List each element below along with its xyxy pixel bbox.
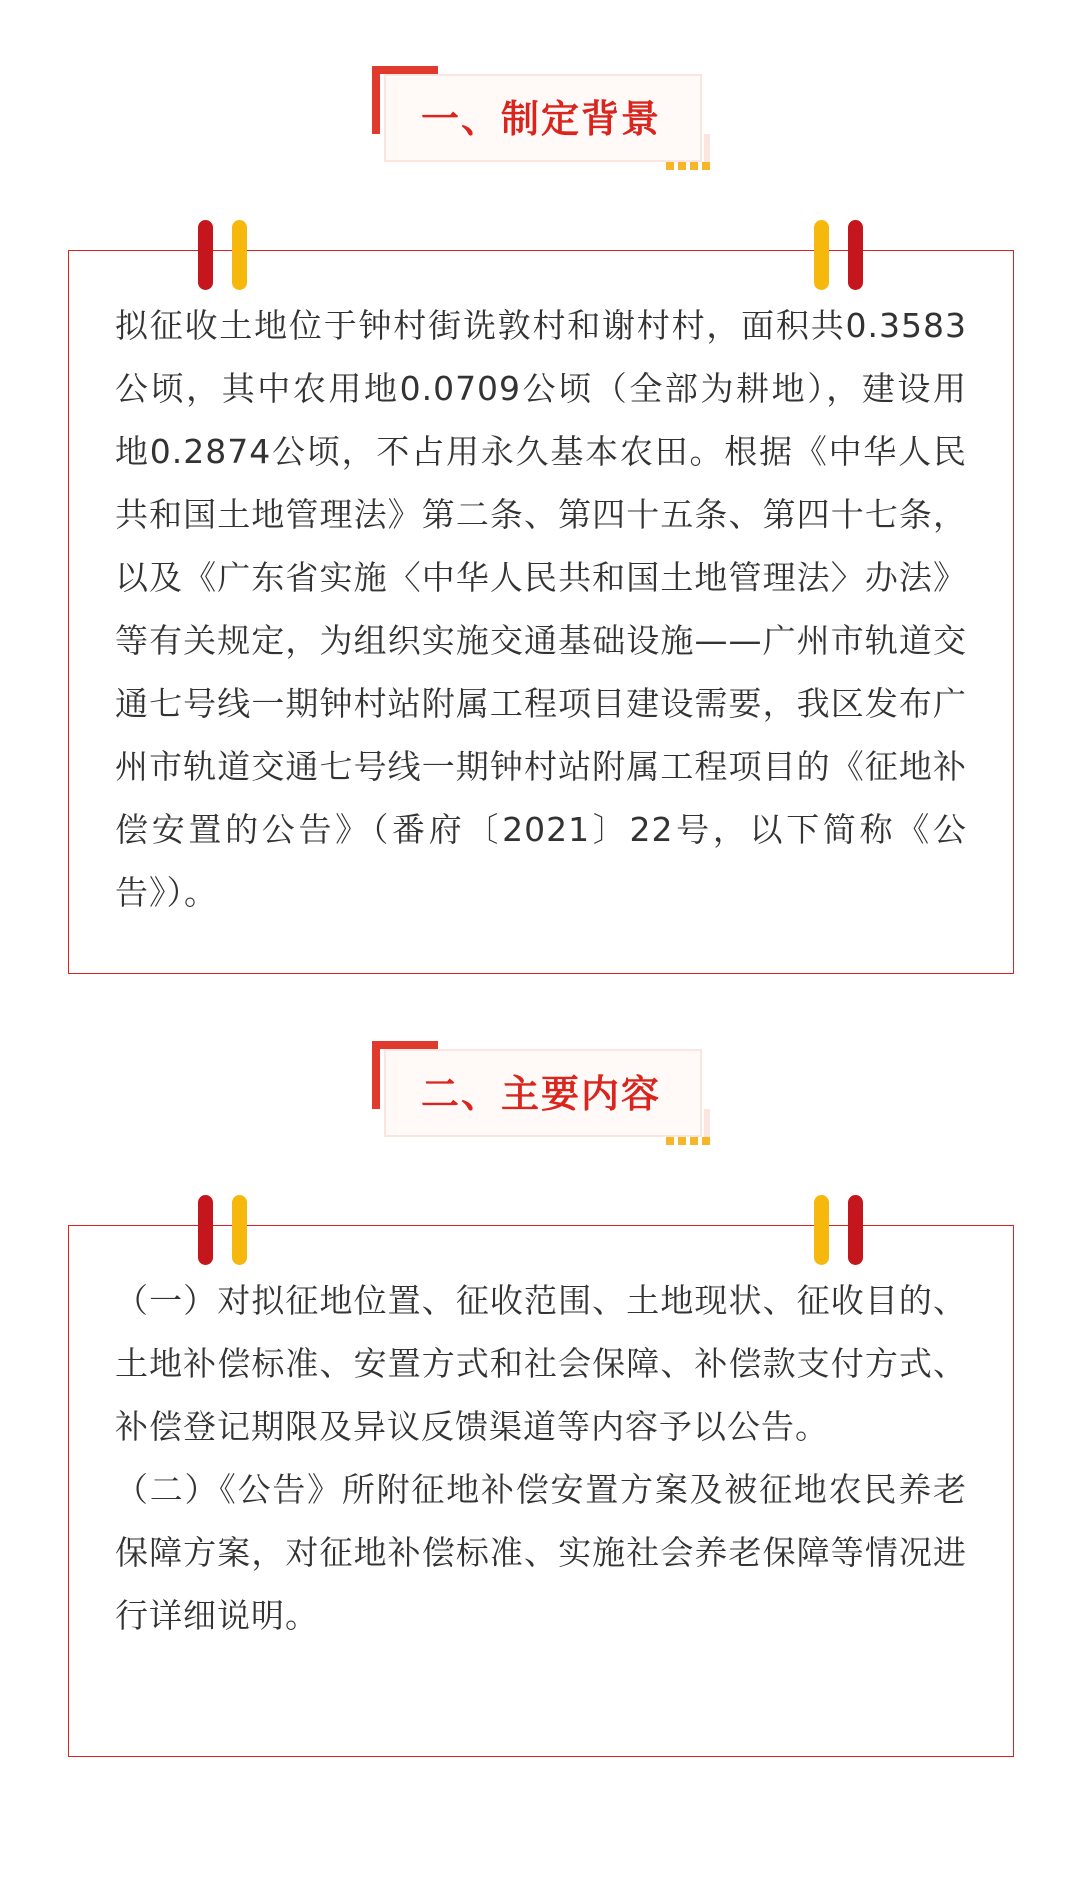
header-dots (666, 162, 710, 170)
header-corner-accent (372, 1041, 438, 1049)
body-paragraph: （二）《公告》所附征地补偿安置方案及被征地农民养老保障方案，对征地补偿标准、实施社会养老保障等情况进行详细说明。 (115, 1470, 967, 1635)
section-title: 二、主要内容 (420, 1072, 661, 1116)
binder-pin (814, 1195, 829, 1265)
section-title: 一、制定背景 (420, 97, 661, 141)
binder-pin (814, 220, 829, 290)
binder-pin (198, 1195, 213, 1265)
section-body (115, 294, 967, 924)
section-header (372, 66, 710, 170)
binder-pin (232, 220, 247, 290)
section-header (372, 1041, 710, 1145)
body-paragraph: 拟征收土地位于钟村街诜敦村和谢村村，面积共0.3583公顷，其中农用地0.0709公顷（全部为耕地），建设用地0.2874公顷，不占用永久基本农田。根据《中华人民共和国土地管理法》第二条、第四十五条、第四十七条，以及《广东省实施〈中华人民共和国土地管理法〉办法》等有关规定，为组织实施交通基础设施——广州市轨道交通七号线一期钟村站附属工程项目建设需要，我区发布广州市轨道交通七号线一期钟村站附属工程项目的《征地补偿安置的公告》（番府〔2021〕22号，以下简称《公告》）。 (115, 306, 967, 912)
binder-pin (198, 220, 213, 290)
binder-pin (232, 1195, 247, 1265)
section-main-content (0, 975, 1080, 1875)
section-body (115, 1269, 967, 1647)
binder-pin (848, 1195, 863, 1265)
body-paragraph: （一）对拟征地位置、征收范围、土地现状、征收目的、土地补偿标准、安置方式和社会保障、补偿款支付方式、补偿登记期限及异议反馈渠道等内容予以公告。 (115, 1281, 967, 1446)
header-corner-accent (372, 66, 438, 74)
header-dots (666, 1137, 710, 1145)
binder-pin (848, 220, 863, 290)
